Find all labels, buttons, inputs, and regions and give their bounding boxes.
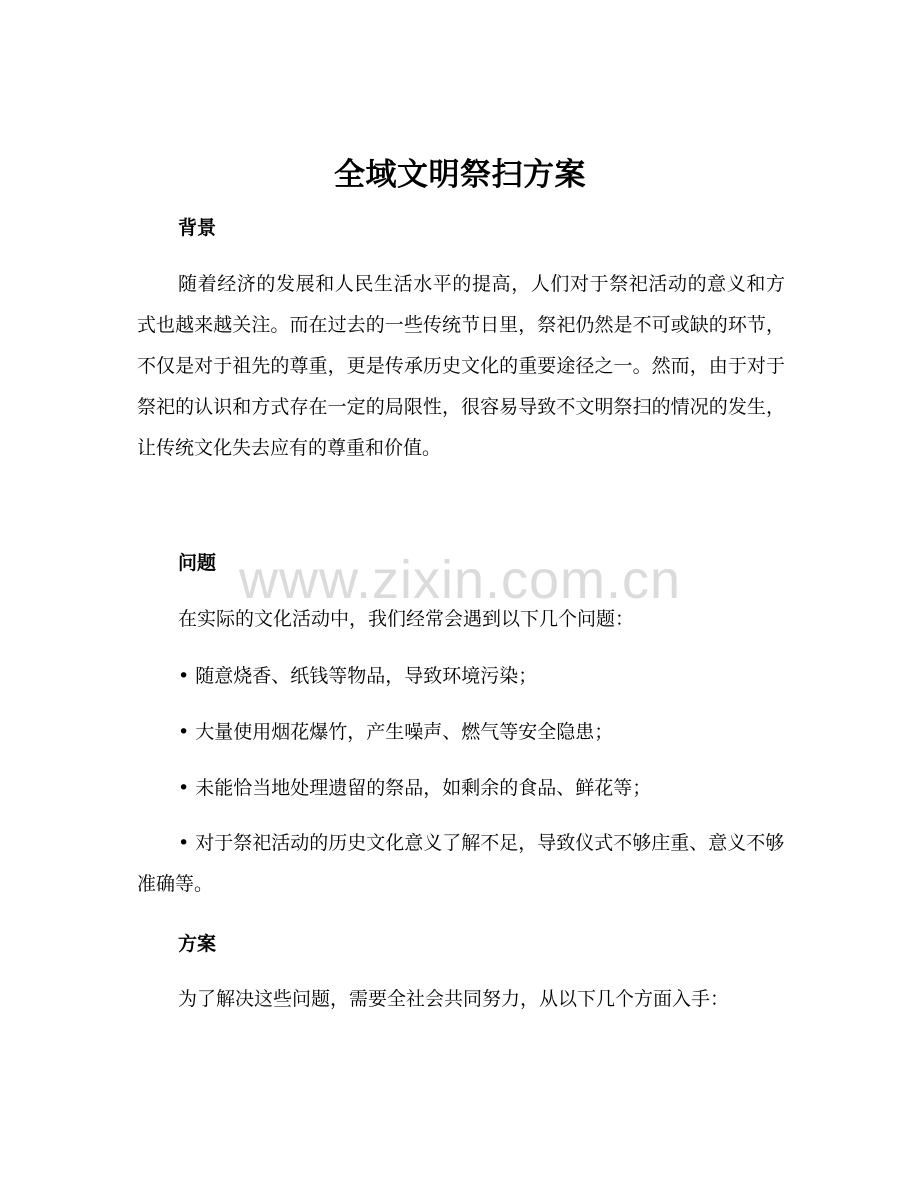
problem-item-1: • 随意烧香、纸钱等物品，导致环境污染；	[178, 665, 538, 687]
problem-item-3: • 未能恰当地处理遗留的祭品，如剩余的食品、鲜花等；	[178, 777, 652, 799]
watermark-text: www.zixin.com.cn	[238, 550, 682, 610]
problem-item-4: • 对于祭祀活动的历史文化意义了解不足，导致仪式不够庄重、意义不够准确等。	[137, 832, 785, 895]
problem-item-2: • 大量使用烟花爆竹，产生噪声、燃气等安全隐患；	[178, 721, 614, 743]
problems-intro: 在实际的文化活动中，我们经常会遇到以下几个问题：	[178, 608, 635, 630]
section-heading-plan: 方案	[178, 933, 217, 955]
document-title: 全域文明祭扫方案	[334, 157, 586, 193]
section-heading-problems: 问题	[178, 552, 217, 574]
section-heading-background: 背景	[178, 217, 217, 239]
background-paragraph: 随着经济的发展和人民生活水平的提高，人们对于祭祀活动的意义和方式也越来越关注。而在过去的一些传统节日里，祭祀仍然是不可或缺的环节，不仅是对于祖先的尊重，更是传承历史文化的重要途径之一。然而，由于对于祭祀的认识和方式存在一定的局限性，很容易导致不文明祭扫的情况的发生，让传统文化失去应有的尊重和价值。	[137, 273, 785, 459]
plan-intro: 为了解决这些问题，需要全社会共同努力，从以下几个方面入手：	[178, 988, 730, 1010]
